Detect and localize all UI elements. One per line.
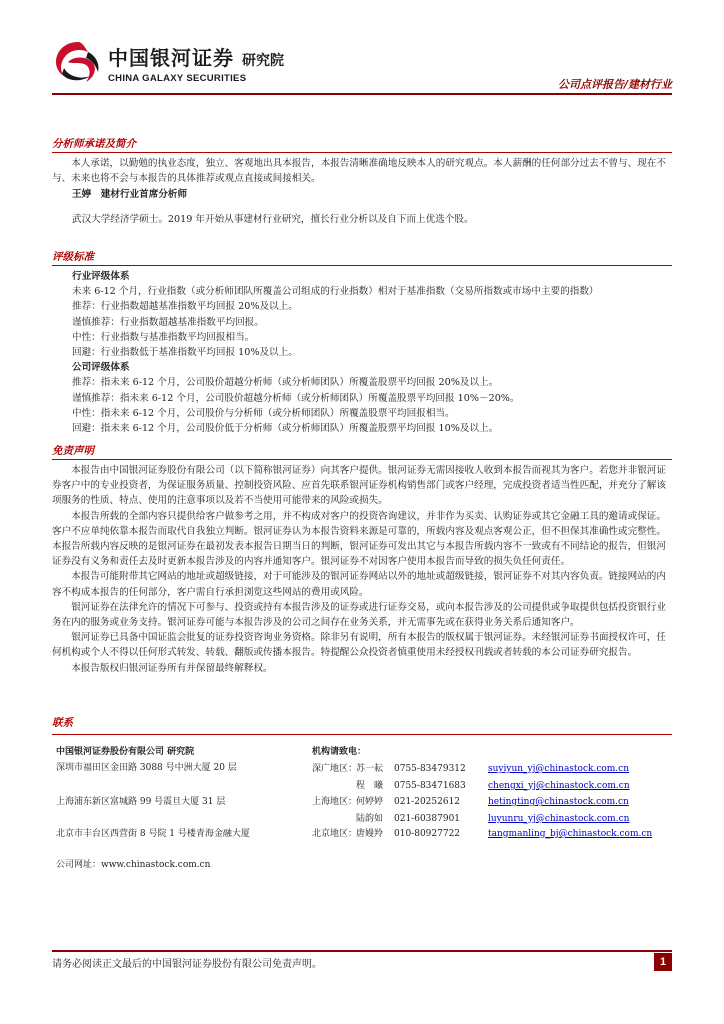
rating-section xyxy=(52,250,672,436)
contact-address: 北京市丰台区西营街 8 号院 1 号楼青海金融大厦 xyxy=(56,829,250,839)
contact-person-row xyxy=(312,828,652,840)
contact-email-link[interactable]: hetingting@chinastock.com.cn xyxy=(488,797,629,807)
company-rating-item: 中性：指未来 6-12 个月，公司股价与分析师（或分析师团队）所覆盖股票平均回报相当。 xyxy=(72,407,455,419)
contact-company: 中国银河证券股份有限公司 研究院 xyxy=(56,747,195,757)
contact-region: 北京地区： xyxy=(312,829,358,839)
company-logo xyxy=(52,38,284,88)
company-rating-item: 谨慎推荐：指未来 6-12 个月，公司股价超越分析师（或分析师团队）所覆盖股票平均回报 10%－20%。 xyxy=(72,392,520,404)
contact-phone: 021-20252612 xyxy=(394,797,461,807)
report-type: 公司点评报告/建材行业 xyxy=(557,78,672,91)
contact-address: 深圳市福田区金田路 3088 号中洲大厦 20 层 xyxy=(56,763,237,773)
logo-chinese-name: 中国银河证券 xyxy=(108,46,234,70)
contact-phone: 0755-83471683 xyxy=(394,781,466,791)
section-divider xyxy=(52,152,672,153)
disclaimer-paragraph: 银河证券在法律允许的情况下可参与、投资或持有本报告涉及的证券或进行证券交易，或向本报告涉及的公司提供或争取提供包括投资银行业务在内的服务或业务支持。银河证券可能与本报告涉及的公司之间存在业务关系，并无需事先或在获得业务关系后通知客户。 xyxy=(52,601,666,629)
contact-name: 陆韵如 xyxy=(356,814,384,824)
industry-rating-item: 推荐：行业指数超越基准指数平均回报 20%及以上。 xyxy=(72,301,298,313)
company-rating-item: 回避：指未来 6-12 个月，公司股价低于分析师（或分析师团队）所覆盖股票平均回报 10%及以上。 xyxy=(72,423,499,435)
industry-rating-item: 回避：行业指数低于基准指数平均回报 10%及以上。 xyxy=(72,347,298,359)
contact-email-link[interactable]: suyiyun_yj@chinastock.com.cn xyxy=(488,764,630,774)
galaxy-logo-icon xyxy=(52,38,104,88)
industry-rating-item: 谨慎推荐：行业指数超越基准指数平均回报。 xyxy=(72,316,264,328)
header-divider xyxy=(52,93,672,95)
contact-email-link[interactable]: luyunru_yj@chinastock.com.cn xyxy=(488,814,630,824)
section-title: 评级标准 xyxy=(52,251,94,263)
page-number: 1 xyxy=(654,953,672,971)
industry-rating-intro: 未来 6-12 个月，行业指数（或分析师团队所覆盖公司组成的行业指数）相对于基准指数（交易所指数或市场中主要的指数） xyxy=(72,286,599,298)
section-divider xyxy=(52,734,672,735)
analyst-section xyxy=(52,137,672,227)
footer-note: 请务必阅读正文最后的中国银河证券股份有限公司免责声明。 xyxy=(52,959,322,970)
contact-person-row xyxy=(312,813,629,825)
contact-name: 何婷婷 xyxy=(356,797,384,807)
company-rating-item: 推荐：指未来 6-12 个月，公司股价超越分析师（或分析师团队）所覆盖股票平均回报 20%及以上。 xyxy=(72,377,499,389)
contact-name: 苏一耘 xyxy=(356,764,384,774)
section-title: 免责声明 xyxy=(52,445,94,457)
contact-section xyxy=(52,716,672,738)
contact-name: 程 曦 xyxy=(356,781,384,791)
contact-person-row xyxy=(312,796,629,808)
contact-phone: 021-60387901 xyxy=(394,814,461,824)
disclaimer-paragraph: 本报告由中国银河证券股份有限公司（以下简称银河证券）向其客户提供。银河证券无需因接收人收到本报告而视其为客户。若您并非银河证券客户中的专业投资者，为保证服务质量、控制投资风险、应首先联系银河证券机构销售部门或客户经理，完成投资者适当性匹配，并充分了解该项服务的性质、特点、使用的注意事项以及若不当使用可能带来的风险或损失。 xyxy=(52,465,666,507)
section-title: 联系 xyxy=(52,717,73,729)
logo-english-name: CHINA GALAXY SECURITIES xyxy=(108,73,247,84)
contact-region: 深广地区： xyxy=(312,764,358,774)
analyst-bio: 武汉大学经济学硕士。2019 年开始从事建材行业研究，擅长行业分析以及自下而上优选个股。 xyxy=(72,213,474,225)
disclaimer-paragraph: 银河证券已具备中国证监会批复的证券投资咨询业务资格。除非另有说明，所有本报告的版权属于银河证券。未经银河证券书面授权许可，任何机构或个人不得以任何形式转发、转载、翻版或传播本报告。特提醒公众投资者慎重使用未经授权刊载或者转载的本公司证券研究报告。 xyxy=(52,632,666,659)
section-divider xyxy=(52,459,672,460)
section-title: 分析师承诺及简介 xyxy=(52,138,136,150)
analyst-name: 王婷 建材行业首席分析师 xyxy=(72,189,188,201)
disclaimer-paragraph: 本报告所载的全部内容只提供给客户做参考之用，并不构成对客户的投资咨询建议，并非作为买卖、认购证券或其它金融工具的邀请或保证。客户不应单纯依靠本报告而取代自我独立判断。银河证券认为本报告资料来源是可靠的，所载内容及观点客观公正，但不担保其准确性或完整性。本报告所载内容反映的是银河证券在最初发表本报告日期当日的判断，银河证券可发出其它与本报告所载内容不一致或有不同结论的报告，但银河证券没有义务和责任去及时更新本报告涉及的内容并通知客户。银河证券不对因客户使用本报告而导致的损失负任何责任。 xyxy=(52,510,666,568)
company-rating-title: 公司评级体系 xyxy=(72,362,130,374)
contact-region: 上海地区： xyxy=(312,797,358,807)
industry-rating-title: 行业评级体系 xyxy=(72,271,130,282)
disclaimer-paragraph: 本报告可能附带其它网站的地址或超级链接，对于可能涉及的银河证券网站以外的地址或超级链接，银河证券不对其内容负责。链接网站的内容不构成本报告的任何部分，客户需自行承担浏览这些网站的费用或风险。 xyxy=(52,571,666,598)
contact-address: 上海浦东新区富城路 99 号震旦大厦 31 层 xyxy=(56,797,226,807)
contact-name: 唐嫚羚 xyxy=(356,829,384,839)
footer-divider xyxy=(52,950,672,952)
disclaimer-paragraph: 本报告版权归银河证券所有并保留最终解释权。 xyxy=(71,662,273,674)
company-website[interactable]: 公司网址：www.chinastock.com.cn xyxy=(56,860,211,870)
logo-institute: 研究院 xyxy=(242,53,284,69)
contact-phone: 0755-83479312 xyxy=(394,764,466,774)
analyst-pledge: 本人承诺，以勤勉的执业态度，独立、客观地出具本报告，本报告清晰准确地反映本人的研究观点。本人薪酬的任何部分过去不曾与、现在不与、未来也将不会与本报告的具体推荐或观点直接或间接相关。 xyxy=(52,158,666,185)
contact-email-link[interactable]: chengxi_yj@chinastock.com.cn xyxy=(488,781,630,791)
contact-email-link[interactable]: tangmanling_bj@chinastock.com.cn xyxy=(488,829,653,839)
contact-person-row xyxy=(312,763,629,775)
contact-person-row xyxy=(312,780,630,792)
disclaimer-section xyxy=(52,444,672,676)
contacts-title: 机构请致电： xyxy=(312,747,367,757)
industry-rating-item: 中性：行业指数与基准指数平均回报相当。 xyxy=(72,331,255,343)
contact-phone: 010-80927722 xyxy=(394,829,461,839)
section-divider xyxy=(52,265,672,266)
